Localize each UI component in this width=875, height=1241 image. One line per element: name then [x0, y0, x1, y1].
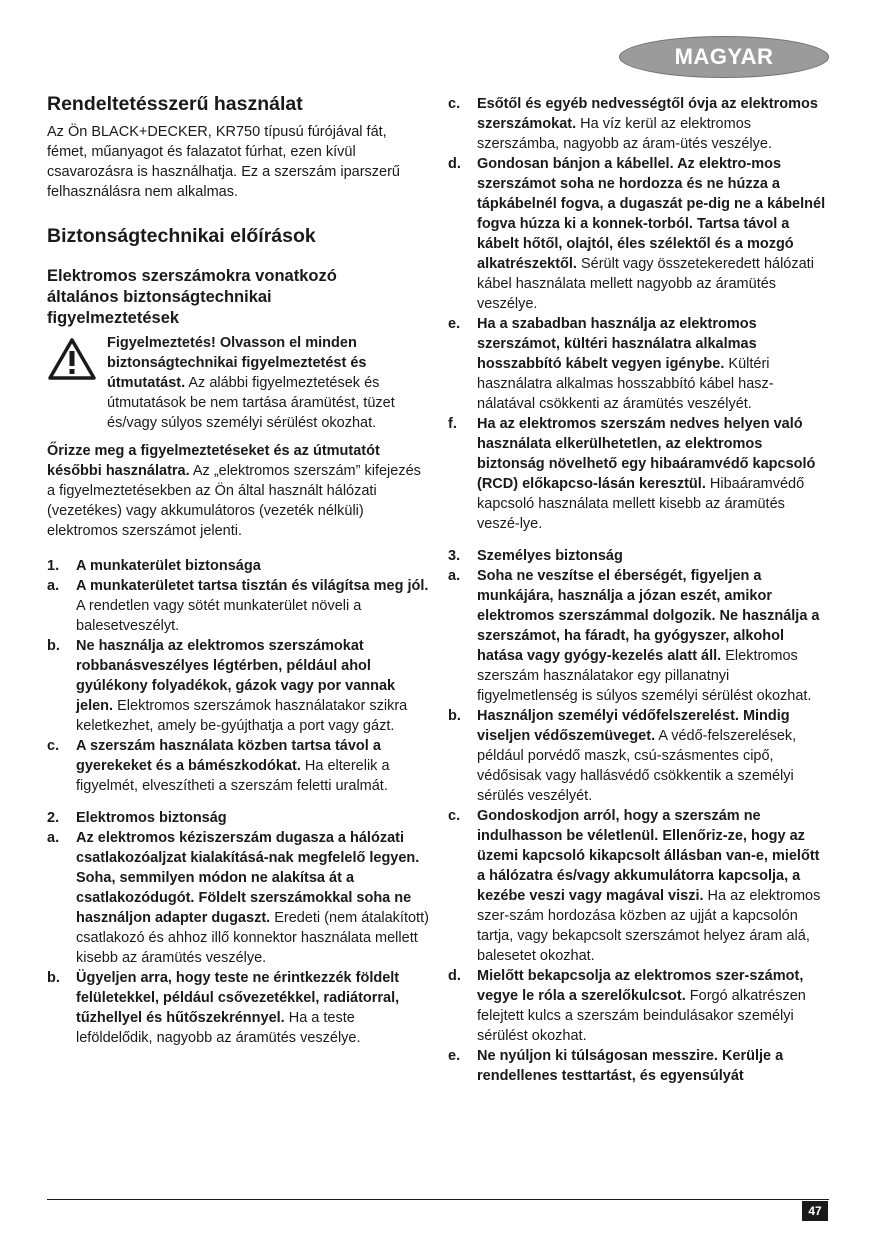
language-badge: MAGYAR	[619, 36, 829, 78]
warning-block	[47, 333, 429, 433]
item-marker: e.	[448, 316, 461, 332]
section-title: Személyes biztonság	[477, 548, 623, 564]
item-bold: Ne használja az elektromos szerszámokat robbanásveszélyes légtérben, például ahol gyúlékony folyadékok, gázok vagy por vannak jelen.	[76, 638, 396, 714]
item-marker: f.	[448, 416, 457, 432]
list-item	[448, 94, 830, 154]
list-item	[47, 736, 429, 796]
list-item	[448, 314, 830, 414]
item-marker: c.	[47, 738, 60, 754]
item-text: Elektromos szerszámok használatakor szikra keletkezhet, amely be-gyújthatja a port vagy gázt.	[76, 698, 408, 734]
warning-text: Az alábbi figyelmeztetések és útmutatások be nem tartása áramütést, tüzet és/vagy súlyos személyi sérülést okozhat.	[107, 375, 395, 431]
list-item	[448, 806, 830, 966]
item-text: Ha a teste leföldelődik, nagyobb az áramütés veszélye.	[76, 1010, 361, 1046]
item-text: A védő-felszerelések, például porvédő maszk, csú-szásmentes cipő, védősisak vagy hallásvédő csökkentik a személyi sérülés veszélyét.	[477, 728, 797, 804]
item-marker: b.	[448, 708, 461, 724]
item-marker: b.	[47, 638, 60, 654]
heading-intended-use: Rendeltetésszerű használat	[47, 93, 303, 115]
list-item	[448, 1046, 830, 1086]
item-marker: e.	[448, 1048, 461, 1064]
section-number: 1.	[47, 558, 60, 574]
item-marker: c.	[448, 96, 461, 112]
item-text: Ha az elektromos szer-szám hordozása közben az ujját a kapcsolón tartja, vagy bekapcsolt szerszámot helyez áram alá, balesetet okozhat.	[477, 888, 821, 964]
item-marker: a.	[47, 578, 60, 594]
section-3	[448, 546, 830, 1086]
item-bold: Ügyeljen arra, hogy teste ne érintkezzék földelt felületekkel, például csővezetékkel, radiátorral, tűzhellyel és hűtőszekrénnyel.	[76, 970, 400, 1026]
list-item	[448, 566, 830, 706]
heading-safety-instructions: Biztonságtechnikai előírások	[47, 225, 316, 247]
list-item	[47, 968, 429, 1048]
section-title: Elektromos biztonság	[76, 810, 227, 826]
list-item	[47, 828, 429, 968]
item-bold: Mielőtt bekapcsolja az elektromos szer-számot, vegye le róla a szerelőkulcsot.	[477, 968, 804, 1004]
item-bold: Használjon személyi védőfelszerelést. Mindig viseljen védőszemüveget.	[477, 708, 790, 744]
warning-icon	[47, 333, 97, 433]
left-column	[47, 92, 429, 1048]
item-bold: A munkaterületet tartsa tisztán és világítsa meg jól.	[76, 578, 429, 594]
heading-general-warnings: Elektromos szerszámokra vonatkozó általános biztonságtechnikai figyelmeztetések	[47, 267, 337, 327]
item-bold: Ha az elektromos szerszám nedves helyen való használata elkerülhetetlen, az elektromos biztonság növelhető egy hibaáramvédő kapcsoló (RCD) előkapcso-lásán keresztül.	[477, 416, 816, 492]
item-marker: d.	[448, 968, 461, 984]
item-marker: a.	[448, 568, 461, 584]
item-marker: c.	[448, 808, 461, 824]
item-text: Elektromos szerszám használatakor egy pillanatnyi figyelmetlenség is súlyos személyi sérülést okozhat.	[477, 648, 812, 704]
list-item	[47, 636, 429, 736]
item-bold: Gondosan bánjon a kábellel. Az elektro-mos szerszámot soha ne hordozza és ne húzza a tápkábelnél fogva, a dugaszát pe-dig ne a kábelnél fogva húzza ki a konnek-torból. Tartsa távol a kábelt hőtől, olajtól, éles szélektől és a mozgó alkatrészektől.	[477, 156, 826, 272]
item-bold: Az elektromos kéziszerszám dugasza a hálózati csatlakozóaljzat kialakításá-nak megfelelő legyen. Soha, semmilyen módon ne alakítsa át a csatlakozódugót. Földelt szerszámokkal soha ne használjon adapter dugaszt.	[76, 830, 420, 926]
item-bold: Gondoskodjon arról, hogy a szerszám ne indulhasson be véletlenül. Ellenőriz-ze, hogy az üzemi kapcsoló kikapcsolt állásban van-e, mielőtt a hálózatra és/vagy akkumulátorra kapcsolja, a kezébe veszi vagy magával viszi.	[477, 808, 820, 904]
section-number: 2.	[47, 810, 60, 826]
page-number: 47	[802, 1201, 828, 1221]
item-text: Hibaáramvédő kapcsoló használata mellett kisebb az áramütés veszé-lye.	[477, 476, 805, 532]
list-item	[448, 706, 830, 806]
item-bold: Esőtől és egyéb nedvességtől óvja az elektromos szerszámokat.	[477, 96, 818, 132]
item-text: Kültéri használatra alkalmas hosszabbító kábel hasz-nálatával csökkenti az áramütés veszélyét.	[477, 356, 774, 412]
keep-text: Az „elektromos szerszám” kifejezés a figyelmeztetésekben az Ön által használt hálózati (vezetékes) vagy akkumulátoros (vezeték nélküli) elektromos szerszámot jelenti.	[47, 463, 421, 539]
item-bold: A szerszám használata közben tartsa távol a gyerekeket és a bámészkodókat.	[76, 738, 381, 774]
item-bold: Ne nyúljon ki túlságosan messzire. Kerülje a rendellenes testtartást, és egyensúlyát	[477, 1048, 784, 1084]
item-text: A rendetlen vagy sötét munkaterület növeli a balesetveszélyt.	[76, 598, 362, 634]
section-title: A munkaterület biztonsága	[76, 558, 261, 574]
section-2	[47, 808, 429, 1048]
list-item	[448, 414, 830, 534]
item-marker: b.	[47, 970, 60, 986]
item-text: Forgó alkatrészen felejtett kulcs a szerszám beindulásakor személyi sérülést okozhat.	[477, 988, 806, 1044]
warning-bold: Figyelmeztetés! Olvasson el minden biztonságtechnikai figyelmeztetést és útmutatást.	[107, 335, 367, 391]
right-column	[448, 92, 830, 1086]
item-text: Ha víz kerül az elektromos szerszámba, nagyobb az áram-ütés veszélye.	[477, 116, 772, 152]
section-1	[47, 556, 429, 796]
item-text: Ha elterelik a figyelmét, elveszítheti a szerszám feletti uralmát.	[76, 758, 390, 794]
keep-instructions	[47, 441, 429, 541]
item-bold: Ha a szabadban használja az elektromos szerszámot, kültéri használatra alkalmas hosszabbító kábelt vegyen igénybe.	[477, 316, 757, 372]
item-text: Sérült vagy összetekeredett hálózati kábel használata mellett nagyobb az áramütés veszélye.	[477, 256, 814, 312]
list-item	[448, 154, 830, 314]
footer-rule	[47, 1199, 829, 1200]
item-text: Eredeti (nem átalakított) csatlakozó és ahhoz illő konnektor használata mellett kisebb az áramütés veszélye.	[76, 910, 429, 966]
section-number: 3.	[448, 548, 461, 564]
list-item	[448, 966, 830, 1046]
item-marker: d.	[448, 156, 461, 172]
keep-bold: Őrizze meg a figyelmeztetéseket és az útmutatót későbbi használatra.	[47, 443, 380, 479]
intended-use-text: Az Ön BLACK+DECKER, KR750 típusú fúrójával fát, fémet, műanyagot és falazatot fúrhat, ezen kívül csavarozásra is használhatja. Ez a szerszám iparszerű felhasználásra nem alkalmas.	[47, 124, 400, 200]
item-marker: a.	[47, 830, 60, 846]
list-item	[47, 576, 429, 636]
item-bold: Soha ne veszítse el éberségét, figyeljen a munkájára, használja a józan eszét, amikor elektromos szerszámmal dolgozik. Ne használja a szerszámot, ha fáradt, ha gyógyszer, alkohol hatása vagy gyógy-kezelés alatt áll.	[477, 568, 820, 664]
